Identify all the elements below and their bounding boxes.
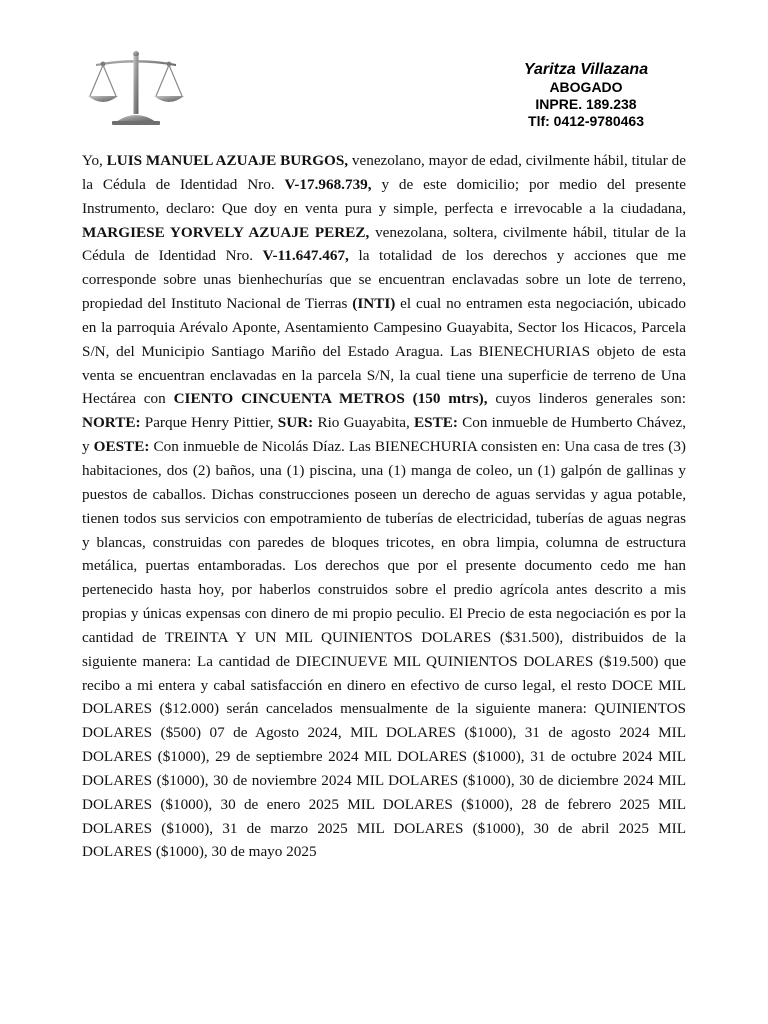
- body-text-segment: Con inmueble de Nicolás Díaz. Las BIENECHURIA consisten en: Una casa de tres (3) habitaciones, dos (2) baños, una (1) piscina, una (1) manga de coleo, un (1) galpón de gallinas y puestos de caballos. Dichas construcciones poseen un derecho de aguas servidas y agua potable, tienen todos sus servicios con empotramiento de tuberías de electricidad, tuberías de aguas negras y blancas, construidas con paredes de bloques tricotes, en obra limpia, columna de estructura metálica, puertas entamboradas. Los derechos que por el presente documento cedo me han pertenecido hasta hoy, por haberlos construidos sobre el predio agrícola antes descrito a mis propias y únicas expensas con dinero de mi propio peculio. El Precio de esta negociación es por la cantidad de TREINTA Y UN MIL QUINIENTOS DOLARES ($31.500), distribuidos de la siguiente manera: La cantidad de DIECINUEVE MIL QUINIENTOS DOLARES ($19.500) que recibo a mi entera y cabal satisfacción en dinero en efectivo de curso legal, el resto DOCE MIL DOLARES ($12.000) serán cancelados mensualmente de la siguiente manera: QUINIENTOS DOLARES ($500) 07 de Agosto 2024, MIL DOLARES ($1000), 31 de agosto 2024 MIL DOLARES ($1000), 29 de septiembre 2024 MIL DOLARES ($1000), 31 de octubre 2024 MIL DOLARES ($1000), 30 de noviembre 2024 MIL DOLARES ($1000), 30 de diciembre 2024 MIL DOLARES ($1000), 30 de enero 2025 MIL DOLARES ($1000), 28 de febrero 2025 MIL DOLARES ($1000), 31 de marzo 2025 MIL DOLARES ($1000), 30 de abril 2025 MIL DOLARES ($1000), 30 de mayo 2025: [82, 438, 686, 861]
- scales-of-justice-logo: [86, 50, 186, 126]
- body-text-segment: la totalidad de los derechos y acciones que me corresponde sobre unas bienhechurías que se encuentran enclavadas sobre un lote de terreno, propiedad del Instituto Nacional de Tierras: [82, 247, 686, 313]
- seller-name: LUIS MANUEL AZUAJE BURGOS,: [106, 152, 349, 169]
- lawyer-name: Yaritza Villazana: [523, 61, 649, 78]
- body-text-segment: cuyos linderos generales son:: [487, 390, 686, 408]
- body-text-segment: Yo,: [82, 152, 107, 169]
- seller-id-number: V-17.968.739,: [284, 175, 372, 193]
- body-text-segment: y de este domicilio; por medio del presente Instrumento, declaro: Que doy en venta pura y simple, perfecta e irrevocable a la ciudadana,: [82, 175, 686, 217]
- body-text-segment: Rio Guayabita,: [313, 414, 414, 432]
- boundary-east-label: ESTE:: [414, 414, 458, 432]
- boundary-north-label: NORTE:: [82, 414, 141, 432]
- buyer-name: MARGIESE YORVELY AZUAJE PEREZ,: [82, 223, 370, 241]
- body-text-segment: el cual no entramen esta negociación, ubicado en la parroquia Arévalo Aponte, Asentamiento Campesino Guayabita, Sector los Hicacos, Parcela S/N, del Municipio Santiago Mariño del Estado Aragua. Las BIENECHURIAS objeto de esta venta se encuentran enclavadas en la parcela S/N, la cual tiene una superficie de terreno de Una Hectárea con: [82, 295, 686, 408]
- boundary-west-label: OESTE:: [93, 438, 150, 456]
- scales-of-justice-icon: [86, 50, 186, 126]
- phone-number: Tlf: 0412-9780463: [528, 113, 644, 129]
- inti-acronym: (INTI): [352, 295, 396, 313]
- inpre-number: INPRE. 189.238: [535, 96, 637, 112]
- document-body: [82, 149, 686, 864]
- body-text-segment: venezolano, mayor de edad, civilmente hábil, titular de la Cédula de Identidad Nro.: [82, 152, 686, 193]
- body-text-segment: Parque Henry Pittier,: [140, 414, 278, 432]
- buyer-id-number: V-11.647.467,: [262, 247, 349, 265]
- body-text-segment: venezolana, soltera, civilmente hábil, titular de la Cédula de Identidad Nro.: [82, 223, 686, 265]
- land-area: CIENTO CINCUENTA METROS (150 mtrs),: [173, 390, 488, 408]
- lawyer-title: ABOGADO: [549, 79, 623, 95]
- body-text-segment: Con inmueble de Humberto Chávez, y: [82, 414, 686, 456]
- boundary-south-label: SUR:: [277, 414, 314, 432]
- letterhead: [475, 60, 697, 130]
